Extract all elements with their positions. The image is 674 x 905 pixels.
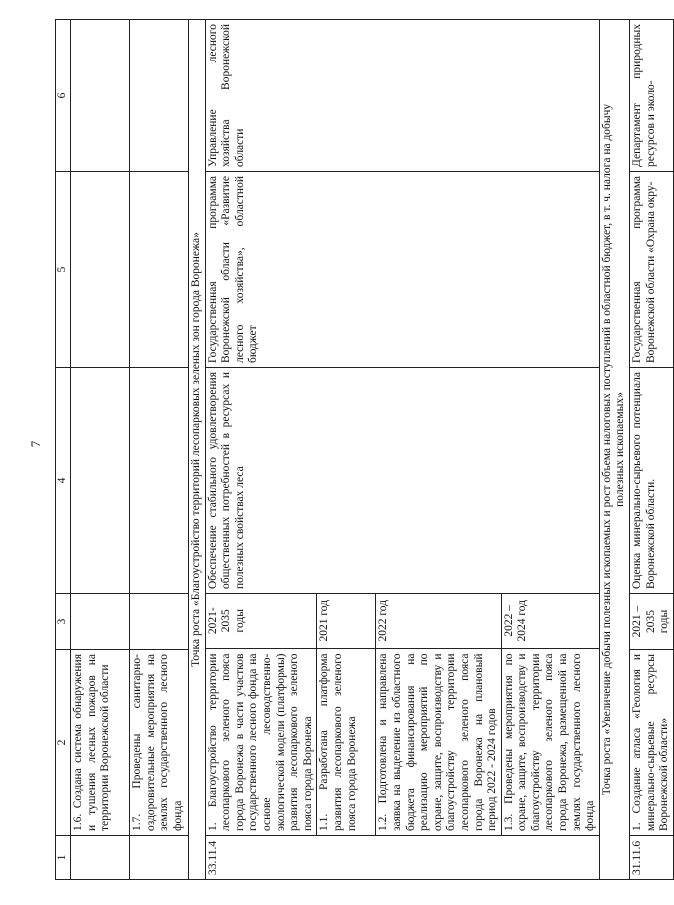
growth-point-row bbox=[189, 20, 206, 880]
measure-1-6: 1.6. Создана система обнаружения и тушения лесных пожаров на территории Воронежской области bbox=[71, 650, 130, 836]
header-cell-4: 4 bbox=[56, 368, 71, 594]
measure-1-7: 1.7. Проведены санитарно-оздоровительные мероприятия на землях государственного лесного фонда bbox=[130, 650, 189, 836]
submeasure-1-3: 1.3. Проведены мероприятия по охране, защите, воспроизводству и благоустройству территории лесопаркового зеленого пояса города Воронежа, размещенной на землях государственного лесного фонда bbox=[501, 649, 599, 835]
page-number: 7 bbox=[28, 440, 43, 448]
header-cell-5: 5 bbox=[56, 172, 71, 368]
document-sheet bbox=[55, 20, 671, 880]
measure-1-desc: 1. Благоустройство территории лесопаркового зеленого пояса города Воронежа в части участков государственного лесного фонда на основе лесоводственно-экологической модели (платформы) развития лесопаркового зеленого пояса города Воронежа bbox=[206, 653, 314, 831]
funding-program: Государственная программа Воронежской области «Развитие лесного хозяйства», областной бюджет bbox=[205, 172, 599, 368]
header-row bbox=[56, 20, 71, 880]
row-code: 31.11.6 bbox=[630, 836, 674, 880]
responsible-body: Департамент природных ресурсов и эколо- bbox=[630, 20, 674, 172]
submeasure-1-1-period: 2021 год bbox=[317, 593, 376, 649]
growth-point-title: Точка роста «Увеличение добычи полезных ископаемых и рост объема налоговых поступлений в областной бюджет, в т. ч. налога на добычу полезных ископаемых» bbox=[599, 20, 629, 880]
expected-result: Обеспечение стабильного удовлетворения общественных потребностей в ресурсах и полезных свойствах леса bbox=[205, 368, 599, 594]
measures-table bbox=[55, 19, 674, 880]
funding-program: Государственная программа Воронежской области «Охрана окру- bbox=[630, 172, 674, 368]
header-cell-6: 6 bbox=[56, 20, 71, 172]
header-cell-1: 1 bbox=[56, 836, 71, 880]
submeasure-1-1: 1.1. Разработана платформа развития лесопаркового зеленого пояса города Воронежа bbox=[317, 649, 376, 835]
submeasure-1-2: 1.2. Подготовлена и направлена заявка на выделение из областного бюджета финансирования на реализацию мероприятий по охране, защите, воспроизводству и благоустройству территории лесопаркового зеленого пояса города Воронежа на плановый период 2022 - 2024 годов bbox=[376, 649, 501, 835]
submeasure-1-2-period: 2022 год bbox=[376, 593, 501, 649]
measure-1-period: 2021-2035 годы bbox=[206, 593, 317, 649]
measure-block bbox=[205, 594, 599, 836]
responsible-body: Управление лесного хозяйства Воронежской области bbox=[205, 20, 599, 172]
table-row bbox=[630, 20, 674, 880]
header-cell-3: 3 bbox=[56, 594, 71, 650]
expected-result: Оценка минерально-сырьевого потенциала Воронежской области. bbox=[630, 368, 674, 594]
measure-atlas: 1. Создание атласа «Геология и минерально-сырьевые ресурсы Воронежской области» bbox=[630, 650, 674, 836]
measure-atlas-period: 2021 – 2035 годы bbox=[630, 594, 674, 650]
row-code: 33.11.4 bbox=[205, 836, 599, 880]
table-row bbox=[130, 20, 189, 880]
growth-point-title: Точка роста «Благоустройство территорий лесопарковых зеленых зон города Воронежа» bbox=[189, 20, 206, 880]
table-row bbox=[71, 20, 130, 880]
table-row bbox=[205, 20, 599, 880]
header-cell-2: 2 bbox=[56, 650, 71, 836]
submeasure-1-3-period: 2022 – 2024 год bbox=[501, 593, 599, 649]
growth-point-row bbox=[599, 20, 629, 880]
